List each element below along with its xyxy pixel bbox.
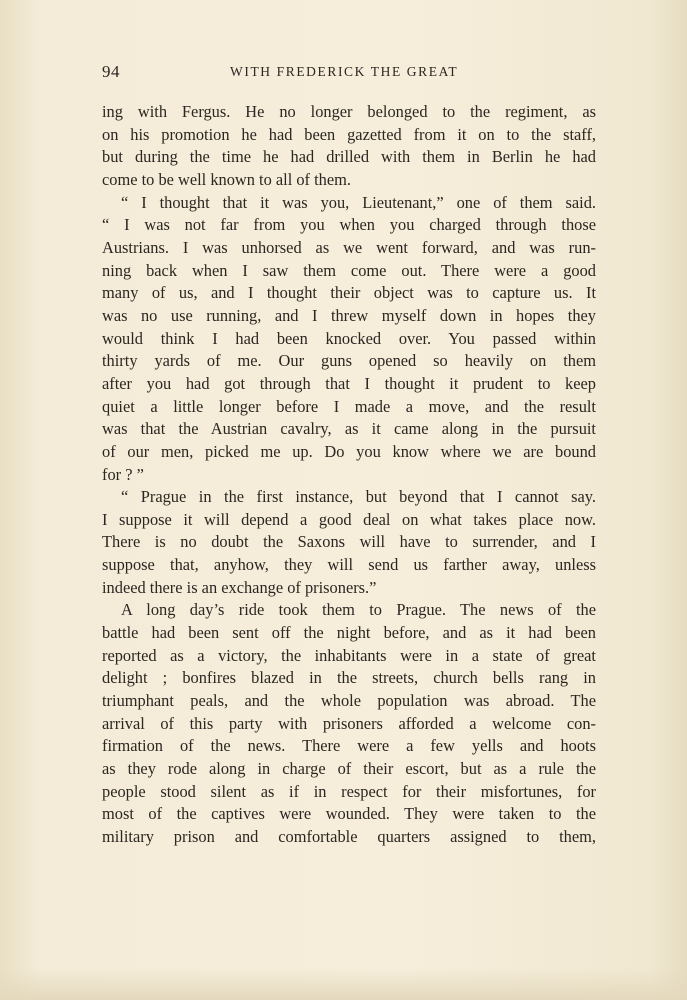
text-line: battle had been sent off the night before, and as it had been — [102, 623, 596, 643]
page-number: 94 — [102, 62, 120, 81]
text-line: of our men, picked me up. Do you know where we are bound — [102, 441, 596, 461]
text-line: was no use running, and I threw myself down in hopes they — [102, 305, 596, 325]
text-line: There is no doubt the Saxons will have to surrender, and I — [102, 532, 596, 552]
text-line: ing with Fergus. He no longer belonged to the regiment, as — [102, 102, 596, 121]
text-line: arrival of this party with prisoners afforded a welcome con- — [102, 713, 596, 733]
text-line: most of the captives were wounded. They were taken to the — [102, 804, 596, 824]
paragraph-4 — [102, 599, 596, 848]
text-line: A long day’s ride took them to Prague. The news of the — [121, 600, 596, 620]
text-line: Austrians. I was unhorsed as we went forward, and was run- — [102, 237, 596, 257]
text-line: indeed there is an exchange of prisoners.” — [102, 577, 377, 597]
text-line: for ? ” — [102, 464, 144, 484]
paragraph-1 — [102, 101, 596, 192]
text-line: quiet a little longer before I made a move, and the result — [102, 396, 596, 416]
page-header — [102, 62, 596, 86]
text-line: was that the Austrian cavalry, as it came along in the pursuit — [102, 419, 596, 439]
text-line: suppose that, anyhow, they will send us farther away, unless — [102, 555, 596, 575]
text-line: after you had got through that I thought it prudent to keep — [102, 373, 596, 393]
text-line: I suppose it will depend a good deal on what takes place now. — [102, 509, 596, 529]
text-line: military prison and comfortable quarters assigned to them, — [102, 827, 596, 846]
body-text — [102, 101, 596, 849]
text-line: “ Prague in the first instance, but beyond that I cannot say. — [121, 487, 596, 507]
paragraph-3 — [102, 486, 596, 599]
text-line: thirty yards of me. Our guns opened so heavily on them — [102, 351, 596, 371]
text-line: on his promotion he had been gazetted from it on to the staff, — [102, 124, 596, 144]
text-line: would think I had been knocked over. You passed within — [102, 328, 596, 348]
text-line: triumphant peals, and the whole population was abroad. The — [102, 691, 596, 711]
text-line: people stood silent as if in respect for their misfortunes, for — [102, 781, 596, 801]
text-line: delight ; bonfires blazed in the streets, church bells rang in — [102, 668, 596, 688]
text-line: but during the time he had drilled with them in Berlin he had — [102, 147, 596, 167]
text-line: many of us, and I thought their object was to capture us. It — [102, 283, 596, 303]
text-line: firmation of the news. There were a few yells and hoots — [102, 736, 596, 756]
running-head: WITH FREDERICK THE GREAT — [230, 64, 459, 79]
text-line: come to be well known to all of them. — [102, 169, 351, 189]
page-bottom-edge — [0, 968, 687, 1000]
text-line: as they rode along in charge of their escort, but as a rule the — [102, 759, 596, 779]
text-line: “ I thought that it was you, Lieutenant,” one of them said. — [121, 192, 596, 212]
text-line: reported as a victory, the inhabitants were in a state of great — [102, 645, 596, 665]
text-line: ning back when I saw them come out. There were a good — [102, 260, 596, 280]
paragraph-2 — [102, 192, 596, 487]
text-line: “ I was not far from you when you charged through those — [102, 215, 596, 235]
